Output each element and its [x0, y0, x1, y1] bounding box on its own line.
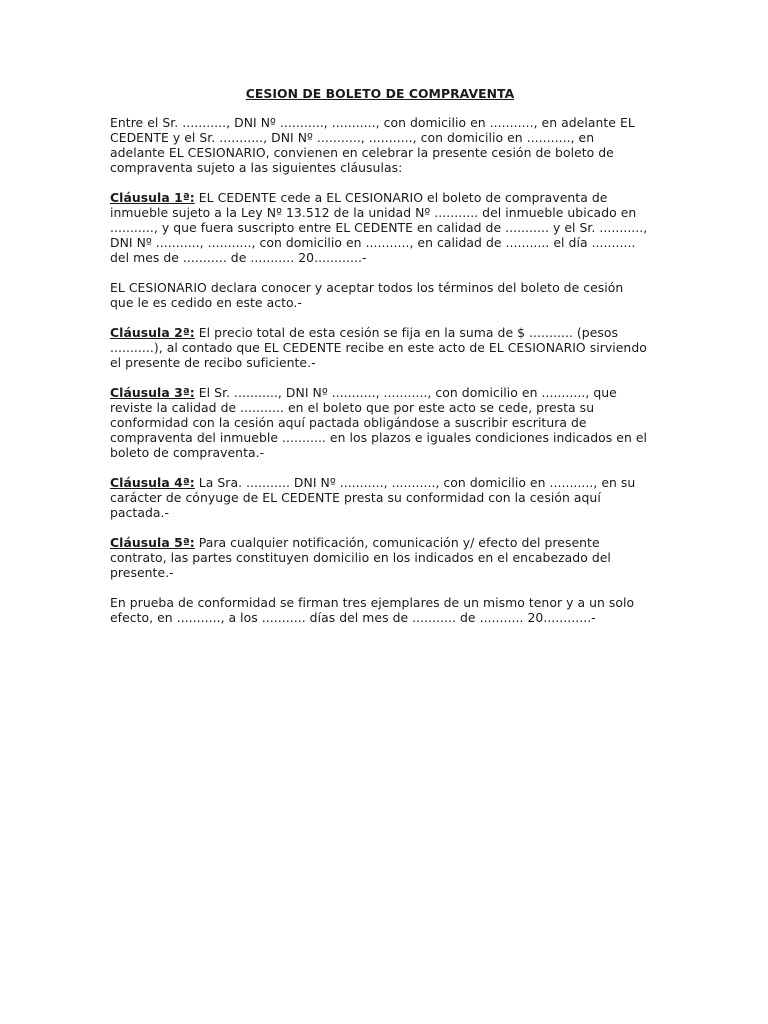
document-title: CESION DE BOLETO DE COMPRAVENTA [245, 86, 515, 101]
closing-paragraph: En prueba de conformidad se firman tres ejemplares de un mismo tenor y a un solo efecto, en ..........., a los ........... días del mes de ........... de ........... 20............- [110, 595, 635, 625]
clause-4-paragraph [110, 475, 650, 520]
document-body [110, 86, 650, 640]
clause-2-paragraph [110, 325, 650, 370]
clause-1-paragraph [110, 190, 650, 265]
clause-1-heading: Cláusula 1ª: [110, 190, 195, 205]
clause-5-paragraph [110, 535, 650, 580]
clause-5-heading: Cláusula 5ª: [110, 535, 195, 550]
clause-3-heading: Cláusula 3ª: [110, 385, 195, 400]
intro-paragraph: Entre el Sr. ..........., DNI Nº ..........., ..........., con domicilio en ..........., en adelante EL CEDENTE y el Sr. ..........., DNI Nº ..........., ..........., con domicilio en ..........., en adelante EL CESIONARIO, convienen en celebrar la presente cesión de boleto de compraventa sujeto a las siguientes cláusulas: [110, 115, 635, 175]
clause-5-text: Para cualquier notificación, comunicación y/ efecto del presente contrato, las partes constituyen domicilio en los indicados en el encabezado del presente.- [110, 535, 611, 580]
clause-3-text: El Sr. ..........., DNI Nº ..........., ..........., con domicilio en ..........., que reviste la calidad de ........... en el boleto que por este acto se cede, presta su conformidad con la cesión aquí pactada obligándose a suscribir escritura de compraventa del inmueble ........... en los plazos e iguales condiciones indicados en el boleto de compraventa.- [110, 385, 648, 460]
clause-2-text: El precio total de esta cesión se fija en la suma de $ ........... (pesos ...........), al contado que EL CEDENTE recibe en este acto de EL CESIONARIO sirviendo el presente de recibo suficiente.- [110, 325, 647, 370]
clause-1-text: EL CEDENTE cede a EL CESIONARIO el boleto de compraventa de inmueble sujeto a la Ley Nº 13.512 de la unidad Nº ........... del inmueble ubicado en ..........., y que fuera suscripto entre EL CEDENTE en calidad de ........... y el Sr. ..........., DNI Nº ..........., ..........., con domicilio en ..........., en calidad de ........... el día ........... del mes de ........... de ........... 20............- [110, 190, 648, 265]
clause-4-heading: Cláusula 4ª: [110, 475, 195, 490]
clause-3-paragraph [110, 385, 650, 460]
clause-4-text: La Sra. ........... DNI Nº ..........., ..........., con domicilio en ..........., en su carácter de cónyuge de EL CEDENTE presta su conformidad con la cesión aquí pactada.- [110, 475, 636, 520]
clause-2-heading: Cláusula 2ª: [110, 325, 195, 340]
acceptance-paragraph: EL CESIONARIO declara conocer y aceptar todos los términos del boleto de cesión que le es cedido en este acto.- [110, 280, 624, 310]
